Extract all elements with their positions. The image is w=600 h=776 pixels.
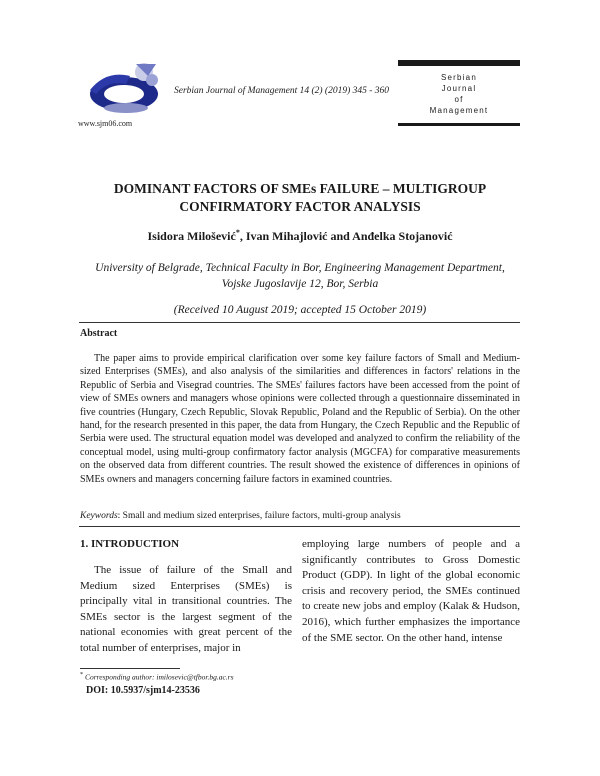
journal-name [398, 72, 520, 116]
journal-box-top-rule [398, 60, 520, 66]
intro-right-column: employing large numbers of people and a significantly contributes to Gross Domestic Product (GDP). In light of the global economic crisis and recovery period, the SMEs continued to create new jobs and employ (Kalak & Hudson, 2016), which further emphasizes the importance of the SME sector. On the other hand, intense [302, 538, 520, 644]
title-line: CONFIRMATORY FACTOR ANALYSIS [179, 199, 421, 214]
author-names: , Ivan Mihajlović and Anđelka Stojanović [239, 229, 453, 243]
corresponding-mark: * [235, 228, 240, 237]
site-url[interactable]: www.sjm06.com [78, 119, 133, 128]
title-line: DOMINANT FACTORS OF SMEs FAILURE – MULTIGROUP [113, 181, 487, 196]
affiliation-line: University of Belgrade, Technical Faculty in Bor, Engineering Management Department, [95, 262, 505, 274]
article-title [60, 180, 540, 216]
footnote-rule [80, 668, 180, 669]
abstract-heading: Abstract [80, 328, 118, 339]
keywords-label: Keywords [80, 511, 118, 521]
abstract-text: The paper aims to provide empirical clarification over some key failure factors of Small and Medium-sized Enterprises (SMEs), and also analysis of the similarities and differences in factors' relations in the Republic of Serbia and Visegrad countries. The SMEs' failures factors have been accessed from the point of view of SMEs owners and managers whose opinions were collected through a questionnaire disseminated in five countries (Hungary, Czech Republic, Slovak Republic, Poland and the Republic of Serbia). On the other hand, for the research presented in this paper, the data from Hungary, the Czech Republic and the Republic of Serbia were used. The structural equation model was developed and analyzed to confirm the reliability of the conceptual model, using multi-group confirmatory factor analysis (MGCFA) for comparative measurements on the observed data from different countries. The result showed the existence of differences in opinions of SMEs owners and managers concerning failure factors in examined countries. [80, 353, 520, 485]
footnote-mark: * [80, 671, 84, 678]
keywords-list: : Small and medium sized enterprises, failure factors, multi-group analysis [117, 511, 401, 521]
footnote [80, 671, 234, 682]
journal-name-line: Journal [441, 84, 477, 93]
authors [60, 228, 540, 244]
divider [79, 526, 520, 527]
intro-left-column: The issue of failure of the Small and Medium sized Enterprises (SMEs) is principally vital in transitional countries. The SMEs sector is the largest segment of the national economies with great percent of the total number of enterprises, major in [80, 564, 292, 654]
journal-logo-icon [86, 56, 166, 120]
author-name: Isidora Milošević [147, 229, 236, 243]
section-heading: 1. INTRODUCTION [80, 538, 180, 550]
footnote-text: Corresponding author: imilosevic@tfbor.bg.ac.rs [83, 672, 234, 682]
journal-name-line: of [454, 95, 464, 104]
doi[interactable]: DOI: 10.5937/sjm14-23536 [86, 685, 200, 696]
divider [79, 322, 520, 323]
affiliation-line: Vojske Jugoslavije 12, Bor, Serbia [221, 278, 379, 290]
affiliation [60, 260, 540, 292]
keywords [80, 511, 520, 521]
journal-name-line: Management [429, 106, 489, 115]
received-dates: (Received 10 August 2019; accepted 15 October 2019) [173, 304, 427, 316]
journal-box-bottom-rule [398, 123, 520, 126]
journal-name-box [398, 60, 520, 126]
journal-name-line: Serbian [441, 73, 477, 82]
journal-citation: Serbian Journal of Management 14 (2) (2019) 345 - 360 [174, 86, 390, 96]
